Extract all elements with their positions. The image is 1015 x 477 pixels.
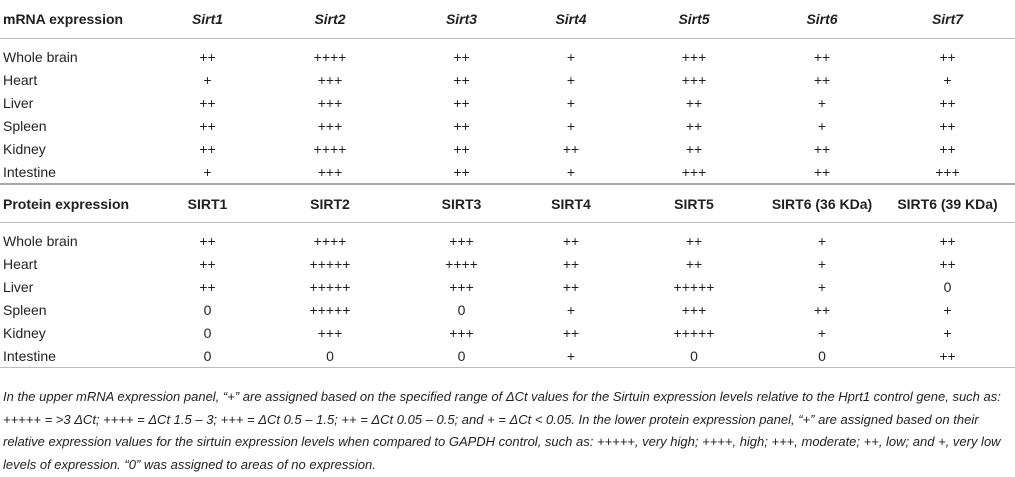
table-cell: +	[203, 163, 212, 180]
column-header: Sirt6	[806, 11, 838, 27]
table-cell: ++	[813, 163, 831, 180]
table-cell: +++	[681, 71, 707, 88]
table-cell: +	[817, 324, 827, 341]
table-cell: +++	[317, 71, 343, 88]
table-cell: +++	[449, 324, 474, 341]
table-cell: ++	[813, 71, 831, 88]
table-cell: ++++	[313, 48, 347, 65]
row-label: Heart	[3, 255, 38, 272]
table-row	[0, 68, 1015, 91]
table-cell: +++	[317, 94, 343, 111]
table-cell: ++	[562, 324, 580, 341]
table-cell: ++	[453, 71, 470, 88]
table-cell: +++	[681, 301, 707, 318]
table-cell: ++	[685, 232, 703, 249]
table-cell: +	[943, 301, 952, 318]
table-cell: 0	[457, 347, 466, 364]
table-row	[0, 321, 1015, 344]
table-cell: ++	[685, 94, 703, 111]
table-cell: +	[943, 71, 952, 88]
table-cell: +	[566, 71, 576, 88]
table-cell: +	[817, 94, 827, 111]
table-cell: ++	[939, 94, 956, 111]
row-label: Liver	[3, 94, 34, 111]
row-label: Whole brain	[3, 232, 78, 249]
protein-header-row	[0, 185, 1015, 223]
table-cell: +++	[317, 117, 343, 134]
table-cell: +	[817, 117, 827, 134]
table-cell: +++++	[309, 301, 351, 318]
table-row	[0, 298, 1015, 321]
table-cell: +++++	[673, 278, 715, 295]
table-cell: ++	[939, 232, 956, 249]
table-cell: ++	[813, 140, 831, 157]
table-cell: ++	[199, 117, 216, 134]
table-row	[0, 252, 1015, 275]
table-cell: ++	[199, 255, 216, 272]
table-row	[0, 137, 1015, 160]
row-label: Whole brain	[3, 48, 78, 65]
table-cell: 0	[203, 347, 212, 364]
table-cell: +++++	[673, 324, 715, 341]
table-cell: ++	[199, 232, 216, 249]
table-cell: ++	[562, 232, 580, 249]
table-cell: +++++	[309, 255, 351, 272]
table-cell: 0	[690, 347, 698, 364]
column-header: Sirt7	[931, 11, 964, 27]
table-row	[0, 114, 1015, 137]
table-cell: ++	[685, 255, 703, 272]
column-header: SIRT6 (36 KDa)	[771, 195, 873, 212]
table-cell: ++	[199, 94, 216, 111]
table-cell: ++	[939, 140, 956, 157]
table-cell: ++	[453, 94, 470, 111]
table-row	[0, 91, 1015, 114]
table-cell: +++	[449, 278, 474, 295]
table-cell: 0	[203, 301, 212, 318]
protein-panel-label: Protein expression	[3, 195, 130, 212]
table-cell: +++	[449, 232, 474, 249]
table-cell: ++	[453, 140, 470, 157]
table-cell: 0	[326, 347, 334, 364]
table-cell: ++	[939, 255, 956, 272]
table-cell: ++	[562, 255, 580, 272]
table-cell: +	[566, 94, 576, 111]
table-cell: ++	[562, 278, 580, 295]
row-label: Intestine	[3, 163, 56, 180]
table-cell: ++	[685, 140, 703, 157]
table-cell: ++	[939, 347, 956, 364]
table-cell: 0	[457, 301, 466, 318]
table-row	[0, 229, 1015, 252]
column-header: SIRT1	[187, 195, 228, 212]
row-label: Intestine	[3, 347, 56, 364]
table-cell: 0	[203, 324, 212, 341]
table-cell: +	[817, 255, 827, 272]
column-header: Sirt5	[678, 11, 710, 27]
table-cell: +	[817, 278, 827, 295]
table-cell: ++	[939, 48, 956, 65]
table-row	[0, 275, 1015, 298]
row-label: Spleen	[3, 117, 47, 134]
table-cell: +	[203, 71, 212, 88]
column-header: Sirt1	[191, 11, 224, 27]
column-header: Sirt2	[314, 11, 346, 27]
table-cell: ++	[562, 140, 580, 157]
table-row	[0, 45, 1015, 68]
table-cell: +++	[935, 163, 960, 180]
table-cell: ++	[453, 117, 470, 134]
table-row	[0, 160, 1015, 184]
table-cell: 0	[943, 278, 952, 295]
table-cell: ++++	[445, 255, 478, 272]
column-header: SIRT2	[310, 195, 350, 212]
divider	[0, 368, 1015, 369]
table-footnote: In the upper mRNA expression panel, “+” are assigned based on the specified range of ΔCt values for the Sirtuin expression levels relative to the Hprt1 control gene, such as: +++++ = >3 ΔCt; ++++ = ΔCt 1.5 – 3; +++ = ΔCt 0.5 – 1.5; ++ = ΔCt 0.05 – 0.5; and + = ΔCt < 0.05. In the lower protein expression panel, “+” are assigned based on their relative expression values for the sirtuin expression levels when compared to GAPDH control, such as: +++++, very high; ++++, high; +++, moderate; ++, low; and +, very low levels of expression. “0” was assigned to areas of no expression.	[3, 389, 1001, 472]
table-cell: ++	[199, 278, 216, 295]
table-cell: ++	[453, 48, 470, 65]
row-label: Liver	[3, 278, 34, 295]
mrna-header-row	[0, 0, 1015, 39]
table-cell: ++	[813, 48, 831, 65]
table-cell: +++	[317, 163, 343, 180]
table-cell: ++++	[313, 140, 347, 157]
table-cell: ++	[199, 48, 216, 65]
row-label: Kidney	[3, 324, 46, 341]
column-header: SIRT4	[551, 195, 591, 212]
table-cell: +++++	[309, 278, 351, 295]
table-cell: 0	[818, 347, 826, 364]
mrna-panel-label: mRNA expression	[3, 11, 124, 27]
row-label: Kidney	[3, 140, 46, 157]
column-header: SIRT5	[674, 195, 714, 212]
table-cell: +++	[681, 48, 707, 65]
row-label: Heart	[3, 71, 38, 88]
column-header: Sirt3	[445, 11, 478, 27]
table-cell: ++	[685, 117, 703, 134]
table-row	[0, 344, 1015, 368]
table-cell: +++	[681, 163, 707, 180]
table-cell: +	[817, 232, 827, 249]
table-cell: +	[566, 347, 576, 364]
table-cell: +	[566, 301, 576, 318]
table-cell: ++	[939, 117, 956, 134]
row-label: Spleen	[3, 301, 47, 318]
table-cell: ++	[453, 163, 470, 180]
table-cell: +	[566, 48, 576, 65]
table-cell: ++++	[313, 232, 347, 249]
table-cell: ++	[813, 301, 831, 318]
table-cell: +	[566, 163, 576, 180]
column-header: SIRT6 (39 KDa)	[897, 195, 998, 212]
table-cell: +	[943, 324, 952, 341]
table-cell: +++	[317, 324, 343, 341]
column-header: SIRT3	[441, 195, 482, 212]
table-cell: +	[566, 117, 576, 134]
column-header: Sirt4	[555, 11, 587, 27]
table-cell: ++	[199, 140, 216, 157]
